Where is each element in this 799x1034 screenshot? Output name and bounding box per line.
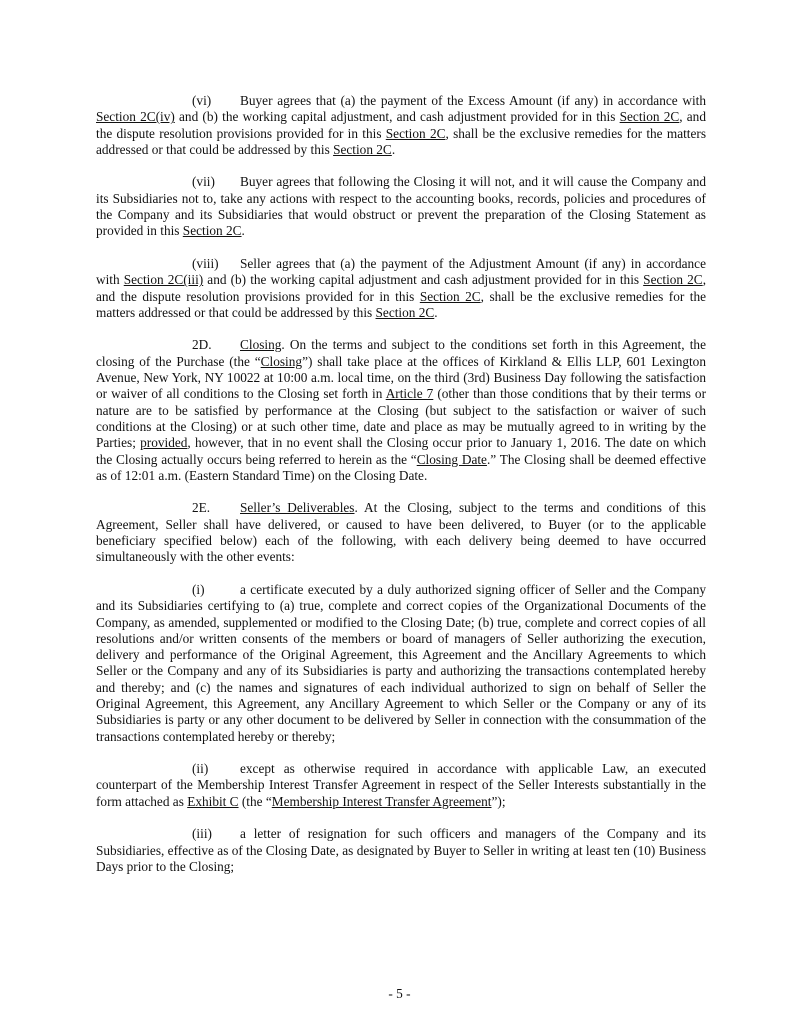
cross-reference: Section 2C — [643, 272, 703, 288]
cross-reference: Section 2C — [419, 288, 481, 304]
paragraph-text: . On the terms and subject to the conditions set forth in this Agreement, the closing of the Purchase (the “ — [96, 337, 706, 369]
paragraph-text: . — [391, 141, 396, 157]
paragraph-number: (vii) — [192, 174, 215, 190]
cross-reference: Section 2C — [385, 125, 446, 141]
paragraph-ii — [96, 761, 706, 810]
paragraph-text: a letter of resignation for such officers and managers of the Company and its Subsidiaries, effective as of the Closing Date, as designated by Buyer to Seller in writing at least ten (10) Business Days prior to the Closing; — [96, 826, 706, 874]
paragraph-text: (other than those conditions that by their terms or nature are to be satisfied by performance at the Closing (but subject to the satisfaction or waiver of such conditions at the Closing) or at such other time, date and place as may be mutually agreed to in writing by the Parties; — [96, 386, 707, 451]
paragraph-number: (viii) — [192, 255, 219, 271]
cross-reference: Section 2C — [333, 141, 392, 157]
paragraph-text: ”); — [491, 793, 506, 809]
paragraph-number: (ii) — [192, 761, 209, 777]
paragraph-text: ”) shall take place at the offices of Kirkland & Ellis LLP, 601 Lexington Avenue, New York, NY 10022 at 10:00 a.m. local time, on the third (3rd) Business Day following the satisfaction or waiver of all conditions to the Closing set forth in — [96, 353, 706, 402]
paragraph-text: and (b) the working capital adjustment and cash adjustment provided for in this — [203, 272, 644, 288]
cross-reference: Closing — [260, 353, 303, 369]
paragraph-text: except as otherwise required in accordance with applicable Law, an executed counterpart of the Membership Interest Transfer Agreement in respect of the Seller Interests substantially in the form attached as — [96, 761, 706, 809]
paragraph-number: 2D. — [192, 337, 212, 353]
paragraph-i — [96, 582, 706, 745]
paragraph-text: Seller agrees that (a) the payment of the Adjustment Amount (if any) in accordance with — [96, 255, 706, 288]
cross-reference: Section 2C(iii) — [123, 272, 204, 288]
cross-reference: Section 2C — [182, 223, 242, 239]
paragraph-text: Buyer agrees that (a) the payment of the Excess Amount (if any) in accordance with — [240, 93, 706, 108]
paragraph-text: a certificate executed by a duly authorized signing officer of Seller and the Company and its Subsidiaries certifying to (a) true, complete and correct copies of the Organizational Documents of the Company, as amended, supplemented or modified to the Closing Date; (b) true, complete and correct copies of all resolutions and/or written consents of the members or board of managers of Seller authorizing the execution, delivery and performance of the Original Agreement, this Agreement and the Ancillary Agreements to which Seller or the Company and any of its Subsidiaries is party and authorizing the transactions contemplated hereby and thereby; and (c) the names and signatures of each individual authorized to sign on behalf of Seller the Original Agreement, this Agreement, any Ancillary Agreement to which Seller or the Company or any of its Subsidiaries is party or any other document to be delivered by Seller in connection with the consummation of the transactions contemplated hereby or thereby; — [96, 581, 706, 744]
cross-reference: Section 2C(iv) — [96, 109, 175, 125]
section-2e-sellers-deliverables — [96, 500, 706, 565]
paragraph-text: and (b) the working capital adjustment, and cash adjustment provided for in this — [174, 109, 620, 125]
paragraph-number: (vi) — [192, 93, 212, 108]
document-body — [96, 93, 706, 892]
cross-reference: Seller’s Deliverables — [240, 500, 355, 516]
cross-reference: Exhibit C — [187, 793, 239, 809]
cross-reference: Closing Date — [416, 451, 487, 467]
paragraph-vi — [96, 93, 706, 158]
paragraph-text: .” The Closing shall be deemed effective as of 12:01 a.m. (Eastern Standard Time) on the Closing Date. — [96, 451, 706, 483]
cross-reference: Article 7 — [385, 386, 434, 402]
cross-reference: Section 2C — [375, 304, 435, 320]
paragraph-text: . — [241, 223, 245, 239]
paragraph-text: , and the dispute resolution provisions provided for in this — [96, 272, 707, 304]
cross-reference: Section 2C — [619, 109, 680, 125]
cross-reference: Membership Interest Transfer Agreement — [271, 793, 492, 809]
paragraph-number: 2E. — [192, 500, 211, 516]
paragraph-text: , shall be the exclusive remedies for the matters addressed or that could be addressed by this — [96, 125, 706, 157]
paragraph-text: . At the Closing, subject to the terms and conditions of this Agreement, Seller shall have delivered, or caused to have been delivered, to Buyer (or to the applicable beneficiary specified below) each of the following, with each delivery being deemed to have occurred simultaneously with the other events: — [96, 500, 706, 565]
paragraph-text: , however, that in no event shall the Closing occur prior to January 1, 2016. The date on which the Closing actually occurs being referred to herein as the “ — [96, 435, 706, 467]
cross-reference: Closing — [240, 337, 282, 353]
paragraph-text: Buyer agrees that following the Closing it will not, and it will cause the Company and its Subsidiaries not to, take any actions with respect to the accounting books, records, policies and procedures of the Company and its Subsidiaries that would obstruct or prevent the preparation of the Closing Statement as provided in this — [96, 174, 706, 239]
paragraph-text: , and the dispute resolution provisions provided for in this — [96, 109, 706, 141]
page-number: - 5 - — [388, 986, 411, 1001]
paragraph-number: (i) — [192, 581, 205, 597]
paragraph-viii — [96, 256, 706, 321]
paragraph-vii — [96, 174, 706, 239]
cross-reference: provided — [140, 435, 188, 451]
paragraph-text: (the “ — [238, 793, 272, 809]
paragraph-number: (iii) — [192, 826, 212, 842]
paragraph-text: . — [434, 304, 438, 320]
paragraph-text: , shall be the exclusive remedies for the matters addressed or that could be addressed by this — [96, 288, 706, 320]
section-2d-closing — [96, 337, 706, 484]
paragraph-iii — [96, 826, 706, 875]
